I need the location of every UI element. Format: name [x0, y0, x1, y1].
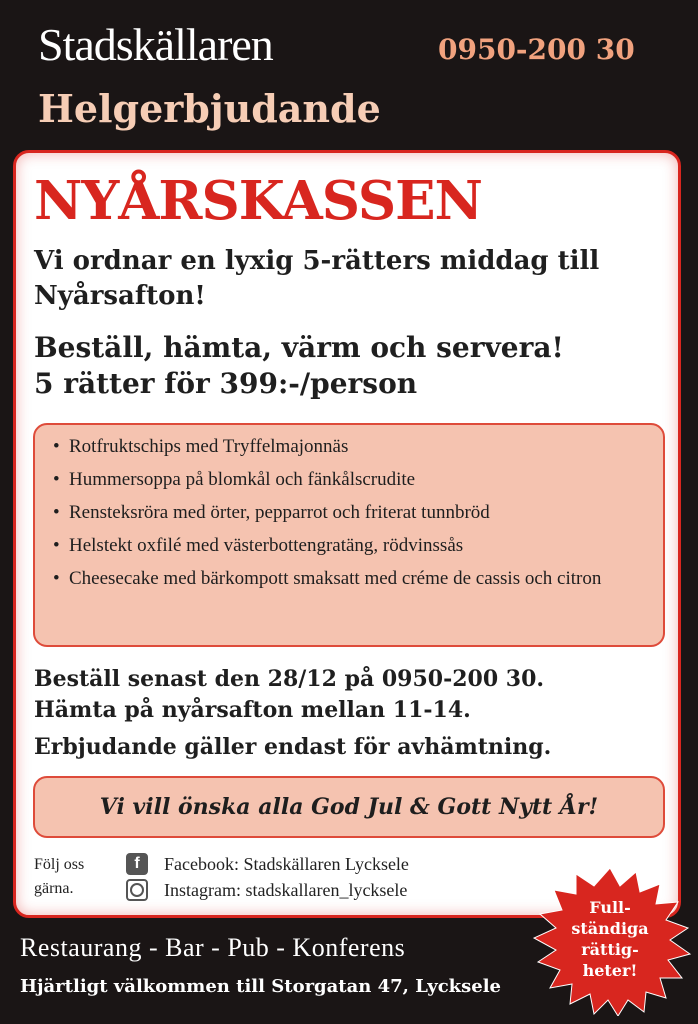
instagram-link[interactable]	[126, 879, 407, 901]
menu-item: • Rotfruktschips med Tryffelmajonnäs	[53, 435, 647, 459]
menu-item: • Rensteksröra med örter, pepparrot och friterat tunnbröd	[53, 501, 647, 525]
greeting-text: Vi vill önska alla God Jul & Gott Nytt År!	[99, 794, 599, 820]
instagram-icon	[126, 879, 148, 901]
intro-text: Vi ordnar en lyxig 5-rätters middag till Nyårsafton!	[34, 246, 600, 311]
facebook-label: Facebook: Stadskällaren Lycksele	[164, 853, 409, 874]
address: Hjärtligt välkommen till Storgatan 47, Lycksele	[20, 976, 501, 997]
menu-item: • Hummersoppa på blomkål och fänkålscrudite	[53, 468, 647, 492]
offer-line-1: Beställ, hämta, värm och servera!	[34, 331, 564, 364]
tagline: Restaurang - Bar - Pub - Konferens	[20, 933, 406, 962]
follow-text: Följ oss gärna.	[34, 856, 85, 897]
pickup-time: Hämta på nyårsafton mellan 11-14.	[34, 697, 471, 723]
badge-text: Full-ständiga rättig-heter!	[571, 898, 649, 980]
order-info	[34, 664, 674, 763]
greeting-box	[33, 776, 665, 838]
brand-name: Stadskällaren	[38, 19, 273, 70]
menu-item: • Cheesecake med bärkompott smaksatt med créme de cassis och citron	[53, 567, 647, 591]
menu-item: • Helstekt oxfilé med västerbottengratäng, rödvinssås	[53, 534, 647, 558]
offer-text	[34, 330, 674, 402]
phone-number: 0950-200 30	[438, 33, 635, 66]
subtitle: Helgerbjudande	[38, 86, 381, 131]
facebook-icon: f	[126, 853, 148, 875]
takeaway-note: Erbjudande gäller endast för avhämtning.	[34, 734, 552, 760]
headline: NYÅRSKASSEN	[34, 170, 482, 232]
offer-line-2: 5 rätter för 399:-/person	[34, 367, 418, 400]
facebook-link[interactable]	[126, 853, 409, 875]
order-deadline: Beställ senast den 28/12 på 0950-200 30.	[34, 666, 545, 692]
menu-box	[33, 423, 665, 647]
instagram-label: Instagram: stadskallaren_lycksele	[164, 879, 408, 900]
menu-list	[53, 435, 647, 591]
